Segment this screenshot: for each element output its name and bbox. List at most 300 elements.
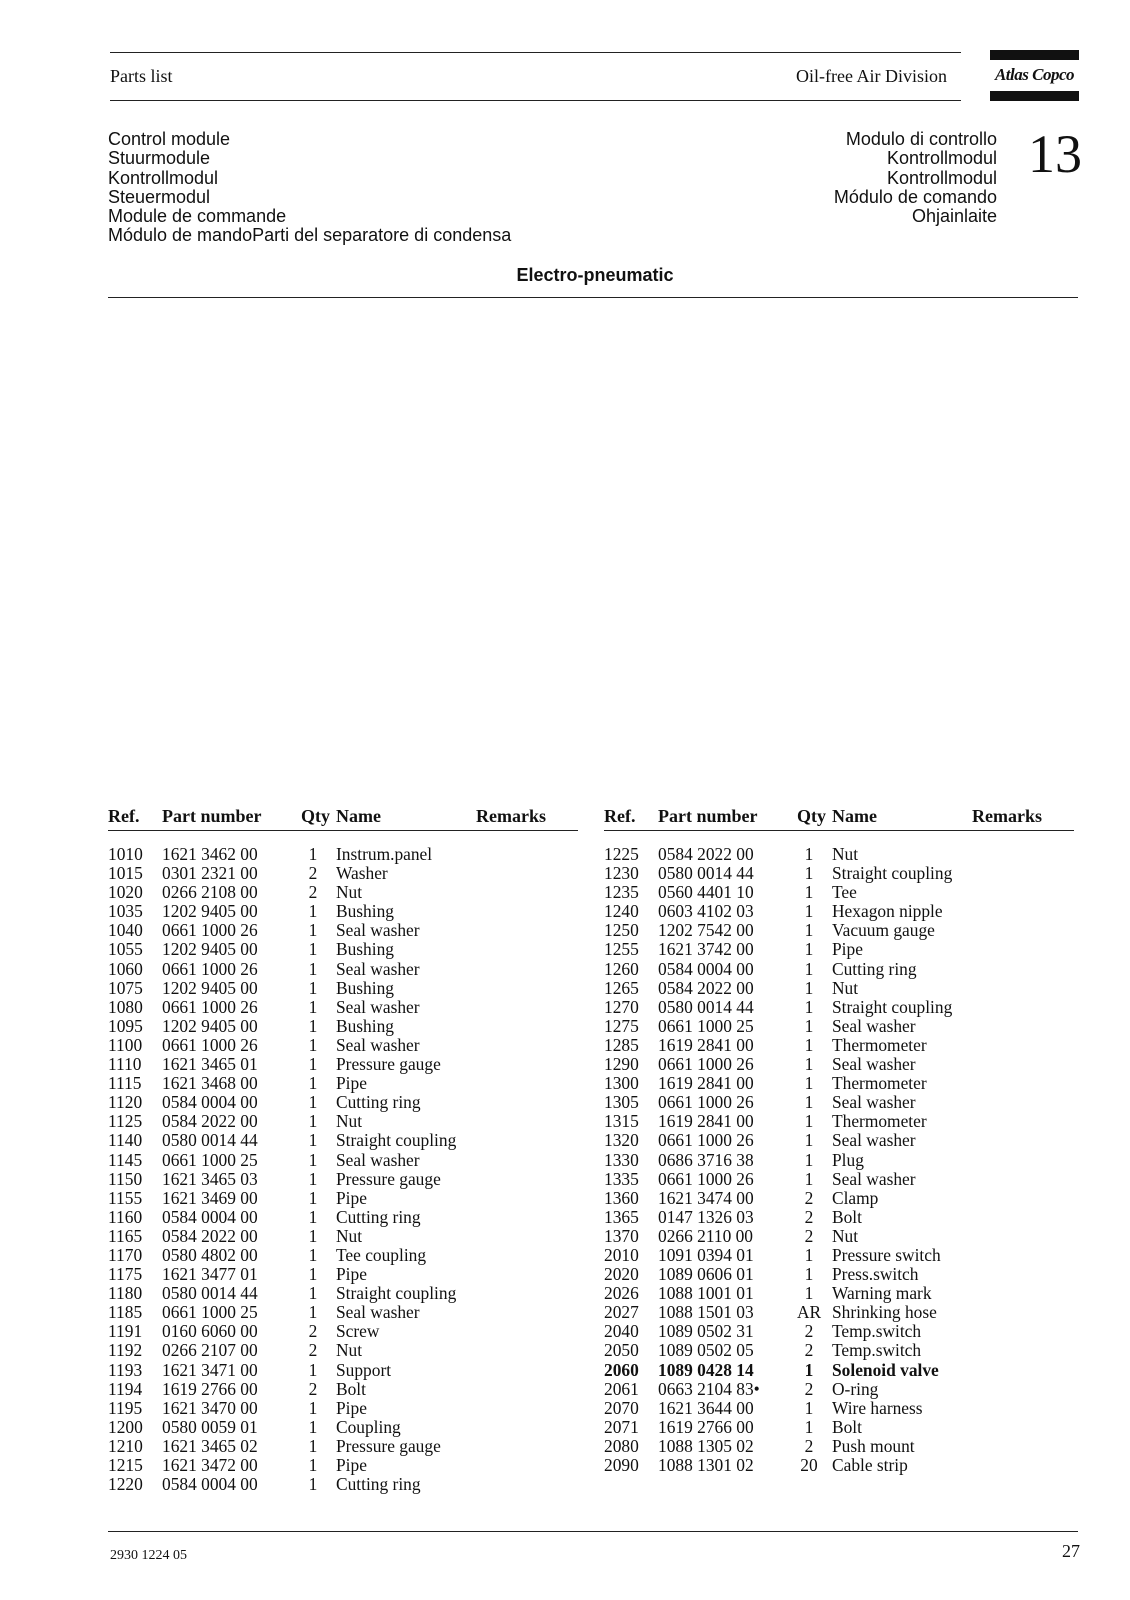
table-row <box>108 1131 578 1150</box>
part-number-cell: 0266 2107 00 <box>162 1340 258 1361</box>
table-row <box>108 1303 578 1322</box>
name-cell: Bushing <box>336 977 394 998</box>
table-row <box>604 1246 1074 1265</box>
qty-cell: 1 <box>308 1283 318 1304</box>
name-cell: Wire harness <box>832 1397 923 1418</box>
ref-cell: 1055 <box>108 939 143 960</box>
title-line: Modulo di controllo <box>845 129 997 149</box>
part-number-cell: 0584 0004 00 <box>162 1206 258 1227</box>
col-remarks-header: Remarks <box>476 806 546 826</box>
table-row <box>604 1093 1074 1112</box>
part-number-cell: 0661 1000 25 <box>658 1015 754 1036</box>
ref-cell: 2080 <box>604 1435 639 1456</box>
table-row <box>108 1380 578 1399</box>
ref-cell: 1300 <box>604 1073 639 1094</box>
qty-cell: 1 <box>804 1130 814 1151</box>
table-row <box>604 1036 1074 1055</box>
titles-left <box>108 130 511 246</box>
qty-cell: 1 <box>804 1073 814 1094</box>
qty-cell: 1 <box>308 1111 318 1132</box>
qty-cell: 20 <box>800 1455 818 1475</box>
part-number-cell: 1621 3469 00 <box>162 1187 258 1208</box>
qty-cell: 1 <box>804 1054 814 1075</box>
qty-cell: 1 <box>308 1034 318 1055</box>
table-header-rule <box>604 830 1074 831</box>
ref-cell: 1370 <box>604 1225 639 1246</box>
table-row <box>108 1246 578 1265</box>
name-cell: Shrinking hose <box>832 1302 937 1323</box>
qty-cell: 1 <box>308 939 318 960</box>
name-cell: Nut <box>336 882 363 903</box>
ref-cell: 1115 <box>108 1073 142 1094</box>
ref-cell: 2060 <box>604 1359 639 1380</box>
table-row <box>604 1303 1074 1322</box>
qty-cell: 1 <box>804 844 814 864</box>
part-number-cell: 0580 0014 44 <box>658 996 754 1017</box>
table-row <box>108 1475 578 1494</box>
name-cell: Bolt <box>832 1416 862 1437</box>
logo-bar-top <box>990 50 1079 60</box>
name-cell: Pipe <box>336 1455 367 1475</box>
document-number: 2930 1224 05 <box>110 1548 187 1563</box>
table-row <box>108 1361 578 1380</box>
ref-cell: 2040 <box>604 1321 639 1342</box>
col-part-number-header: Part number <box>658 806 758 826</box>
qty-cell: 1 <box>804 958 814 979</box>
table-row <box>108 1208 578 1227</box>
title-line: Kontrollmodul <box>886 148 997 169</box>
name-cell: Seal washer <box>832 1054 916 1075</box>
table-row <box>604 998 1074 1017</box>
ref-cell: 1180 <box>108 1283 143 1304</box>
qty-cell: 1 <box>804 1034 814 1055</box>
qty-cell: 2 <box>804 1340 814 1361</box>
qty-cell: 1 <box>308 1092 318 1113</box>
ref-cell: 1290 <box>604 1054 639 1075</box>
name-cell: Nut <box>832 1225 859 1246</box>
title-line: Steuermodul <box>108 186 211 207</box>
table-row <box>604 1322 1074 1341</box>
table-row <box>108 883 578 902</box>
name-cell: Straight coupling <box>336 1283 457 1304</box>
part-number-cell: 0584 0004 00 <box>658 958 754 979</box>
qty-cell: 1 <box>308 1359 318 1380</box>
table-row <box>108 1265 578 1284</box>
ref-cell: 1360 <box>604 1187 639 1208</box>
name-cell: O-ring <box>832 1378 879 1399</box>
ref-cell: 1215 <box>108 1455 143 1475</box>
part-number-cell: 1619 2766 00 <box>162 1378 258 1399</box>
ref-cell: 2010 <box>604 1244 639 1265</box>
name-cell: Thermometer <box>832 1073 927 1094</box>
name-cell: Temp.switch <box>832 1340 922 1361</box>
table-row <box>604 845 1074 864</box>
name-cell: Seal washer <box>832 1168 916 1189</box>
qty-cell: 2 <box>308 1321 318 1342</box>
table-row <box>108 864 578 883</box>
ref-cell: 1250 <box>604 920 639 941</box>
ref-cell: 1060 <box>108 958 143 979</box>
logo-bar-bottom <box>990 91 1079 101</box>
ref-cell: 1240 <box>604 901 639 922</box>
part-number-cell: 1088 1305 02 <box>658 1435 754 1456</box>
part-number-cell: 0560 4401 10 <box>658 882 754 903</box>
ref-cell: 2070 <box>604 1397 639 1418</box>
name-cell: Thermometer <box>832 1034 927 1055</box>
part-number-cell: 0661 1000 26 <box>162 996 258 1017</box>
ref-cell: 1193 <box>108 1359 143 1380</box>
table-row <box>604 1380 1074 1399</box>
name-cell: Tee coupling <box>336 1244 427 1265</box>
qty-cell: 1 <box>804 1092 814 1113</box>
ref-cell: 1185 <box>108 1302 143 1323</box>
table-row <box>108 1284 578 1303</box>
name-cell: Coupling <box>336 1416 401 1437</box>
table-row <box>108 1399 578 1418</box>
ref-cell: 1095 <box>108 1015 143 1036</box>
subtitle-rule <box>108 297 1078 298</box>
ref-cell: 2050 <box>604 1340 639 1361</box>
part-number-cell: 0147 1326 03 <box>658 1206 754 1227</box>
name-cell: Cutting ring <box>336 1206 421 1227</box>
qty-cell: 1 <box>804 1416 814 1437</box>
part-number-cell: 0580 0014 44 <box>658 863 754 884</box>
name-cell: Straight coupling <box>832 863 953 884</box>
name-cell: Hexagon nipple <box>832 901 943 922</box>
part-number-cell: 1089 0606 01 <box>658 1264 754 1285</box>
ref-cell: 1170 <box>108 1244 143 1265</box>
part-number-cell: 0580 0014 44 <box>162 1130 258 1151</box>
title-line: Control module <box>108 129 231 149</box>
part-number-cell: 0160 6060 00 <box>162 1321 258 1342</box>
table-row <box>108 1036 578 1055</box>
table-row <box>108 1055 578 1074</box>
ref-cell: 1015 <box>108 863 143 884</box>
table-row <box>604 1170 1074 1189</box>
ref-cell: 1040 <box>108 920 143 941</box>
qty-cell: 1 <box>804 920 814 941</box>
part-number-cell: 1089 0428 14 <box>658 1359 754 1380</box>
ref-cell: 1150 <box>108 1168 143 1189</box>
qty-cell: 1 <box>308 1302 318 1323</box>
table-row <box>108 902 578 921</box>
part-number-cell: 0584 0004 00 <box>162 1092 258 1113</box>
name-cell: Solenoid valve <box>832 1359 939 1380</box>
part-number-cell: 0584 0004 00 <box>162 1474 258 1495</box>
table-row <box>604 1456 1074 1475</box>
ref-cell: 1010 <box>108 844 143 864</box>
table-body <box>108 845 578 1494</box>
part-number-cell: 0661 1000 25 <box>162 1302 258 1323</box>
ref-cell: 2090 <box>604 1455 639 1475</box>
part-number-cell: 1202 9405 00 <box>162 901 258 922</box>
qty-cell: 1 <box>308 1435 318 1456</box>
ref-cell: 2026 <box>604 1283 639 1304</box>
ref-cell: 1270 <box>604 996 639 1017</box>
table-row <box>604 1418 1074 1437</box>
name-cell: Support <box>336 1359 392 1380</box>
title-line: Module de commande <box>108 206 287 227</box>
ref-cell: 1160 <box>108 1206 143 1227</box>
qty-cell: AR <box>797 1302 822 1323</box>
part-number-cell: 1091 0394 01 <box>658 1244 754 1265</box>
name-cell: Cable strip <box>832 1455 908 1475</box>
qty-cell: 1 <box>308 1187 318 1208</box>
qty-cell: 2 <box>804 1435 814 1456</box>
name-cell: Bushing <box>336 1015 394 1036</box>
name-cell: Pipe <box>336 1397 367 1418</box>
qty-cell: 1 <box>804 863 814 884</box>
part-number-cell: 0661 1000 26 <box>162 920 258 941</box>
ref-cell: 1080 <box>108 996 143 1017</box>
qty-cell: 1 <box>308 1397 318 1418</box>
ref-cell: 1365 <box>604 1206 639 1227</box>
part-number-cell: 1621 3644 00 <box>658 1397 754 1418</box>
ref-cell: 1165 <box>108 1225 143 1246</box>
qty-cell: 1 <box>308 1225 318 1246</box>
name-cell: Nut <box>336 1340 363 1361</box>
part-number-cell: 1202 9405 00 <box>162 939 258 960</box>
ref-cell: 2061 <box>604 1378 639 1399</box>
table-header <box>108 806 578 830</box>
col-qty-header: Qty <box>797 806 826 826</box>
title-line: Módulo de comando <box>833 186 997 207</box>
name-cell: Seal washer <box>832 1092 916 1113</box>
part-number-cell: 1619 2766 00 <box>658 1416 754 1437</box>
part-number-cell: 1619 2841 00 <box>658 1034 754 1055</box>
table-row <box>604 1055 1074 1074</box>
col-part-number-header: Part number <box>162 806 262 826</box>
ref-cell: 1320 <box>604 1130 639 1151</box>
logo-text: Atlas Copco <box>994 65 1075 84</box>
name-cell: Seal washer <box>336 1034 420 1055</box>
part-number-cell: 1621 3465 02 <box>162 1435 258 1456</box>
qty-cell: 1 <box>308 920 318 941</box>
part-number-cell: 0584 2022 00 <box>162 1111 258 1132</box>
titles-right <box>834 130 997 226</box>
qty-cell: 1 <box>804 1149 814 1170</box>
name-cell: Nut <box>832 977 859 998</box>
table-header-rule <box>108 830 578 831</box>
ref-cell: 1260 <box>604 958 639 979</box>
qty-cell: 1 <box>804 1111 814 1132</box>
header-left-text: Parts list <box>110 66 173 86</box>
part-number-cell: 0686 3716 38 <box>658 1149 754 1170</box>
table-body <box>604 845 1074 1475</box>
part-number-cell: 0603 4102 03 <box>658 901 754 922</box>
qty-cell: 2 <box>804 1225 814 1246</box>
part-number-cell: 0661 1000 26 <box>658 1168 754 1189</box>
table-row <box>604 1284 1074 1303</box>
table-row <box>604 1151 1074 1170</box>
name-cell: Nut <box>336 1111 363 1132</box>
qty-cell: 1 <box>308 1206 318 1227</box>
ref-cell: 1191 <box>108 1321 143 1342</box>
ref-cell: 1315 <box>604 1111 639 1132</box>
part-number-cell: 0266 2108 00 <box>162 882 258 903</box>
name-cell: Straight coupling <box>336 1130 457 1151</box>
parts-table-left <box>108 806 578 1494</box>
part-number-cell: 1202 7542 00 <box>658 920 754 941</box>
qty-cell: 1 <box>308 958 318 979</box>
table-row <box>604 960 1074 979</box>
ref-cell: 1265 <box>604 977 639 998</box>
ref-cell: 2020 <box>604 1264 639 1285</box>
qty-cell: 1 <box>804 939 814 960</box>
ref-cell: 2071 <box>604 1416 639 1437</box>
ref-cell: 1275 <box>604 1015 639 1036</box>
title-line: Stuurmodule <box>108 148 211 169</box>
name-cell: Pipe <box>336 1073 367 1094</box>
name-cell: Cutting ring <box>832 958 917 979</box>
part-number-cell: 1088 1301 02 <box>658 1455 754 1475</box>
name-cell: Seal washer <box>832 1015 916 1036</box>
footer-rule <box>108 1531 1078 1532</box>
part-number-cell: 1202 9405 00 <box>162 977 258 998</box>
name-cell: Pressure gauge <box>336 1168 441 1189</box>
part-number-cell: 1621 3471 00 <box>162 1359 258 1380</box>
name-cell: Seal washer <box>336 920 420 941</box>
qty-cell: 2 <box>804 1206 814 1227</box>
ref-cell: 1145 <box>108 1149 143 1170</box>
name-cell: Seal washer <box>336 1302 420 1323</box>
part-number-cell: 0584 2022 00 <box>162 1225 258 1246</box>
qty-cell: 1 <box>804 882 814 903</box>
part-number-cell: 0661 1000 26 <box>658 1054 754 1075</box>
header-right-text: Oil-free Air Division <box>796 66 947 86</box>
name-cell: Thermometer <box>832 1111 927 1132</box>
table-row <box>108 1170 578 1189</box>
part-number-cell: 0584 2022 00 <box>658 844 754 864</box>
col-ref-header: Ref. <box>108 806 140 826</box>
name-cell: Pressure gauge <box>336 1054 441 1075</box>
part-number-cell: 0661 1000 26 <box>162 958 258 979</box>
table-row <box>604 940 1074 959</box>
qty-cell: 1 <box>308 1130 318 1151</box>
part-number-cell: 1621 3465 01 <box>162 1054 258 1075</box>
table-row <box>108 1227 578 1246</box>
ref-cell: 1075 <box>108 977 143 998</box>
table-row <box>108 960 578 979</box>
part-number-cell: 0580 0059 01 <box>162 1416 258 1437</box>
qty-cell: 1 <box>804 1015 814 1036</box>
name-cell: Cutting ring <box>336 1092 421 1113</box>
table-row <box>108 1093 578 1112</box>
part-number-cell: 1621 3474 00 <box>658 1187 754 1208</box>
qty-cell: 1 <box>308 901 318 922</box>
name-cell: Tee <box>832 882 857 903</box>
table-row <box>108 921 578 940</box>
name-cell: Cutting ring <box>336 1474 421 1495</box>
qty-cell: 1 <box>804 901 814 922</box>
part-number-cell: 0661 1000 26 <box>658 1130 754 1151</box>
table-row <box>604 1017 1074 1036</box>
part-number-cell: 0663 2104 83• <box>658 1378 760 1399</box>
part-number-cell: 1621 3477 01 <box>162 1264 258 1285</box>
title-line: Kontrollmodul <box>886 167 997 188</box>
table-header <box>604 806 1074 830</box>
name-cell: Bushing <box>336 939 394 960</box>
ref-cell: 2027 <box>604 1302 639 1323</box>
qty-cell: 2 <box>308 1378 318 1399</box>
qty-cell: 2 <box>804 1187 814 1208</box>
part-number-cell: 0584 2022 00 <box>658 977 754 998</box>
ref-cell: 1125 <box>108 1111 143 1132</box>
name-cell: Instrum.panel <box>336 844 433 864</box>
table-row <box>604 979 1074 998</box>
part-number-cell: 1621 3470 00 <box>162 1397 258 1418</box>
name-cell: Pipe <box>336 1187 367 1208</box>
table-row <box>108 1151 578 1170</box>
table-row <box>604 921 1074 940</box>
qty-cell: 1 <box>308 977 318 998</box>
table-row <box>108 998 578 1017</box>
name-cell: Push mount <box>832 1435 915 1456</box>
ref-cell: 1155 <box>108 1187 143 1208</box>
name-cell: Pipe <box>336 1264 367 1285</box>
ref-cell: 1195 <box>108 1397 143 1418</box>
qty-cell: 1 <box>308 1149 318 1170</box>
table-row <box>604 1208 1074 1227</box>
atlas-copco-logo <box>990 50 1079 101</box>
ref-cell: 1210 <box>108 1435 143 1456</box>
qty-cell: 1 <box>308 1264 318 1285</box>
table-row <box>604 1112 1074 1131</box>
qty-cell: 1 <box>804 1283 814 1304</box>
name-cell: Pipe <box>832 939 863 960</box>
part-number-cell: 0301 2321 00 <box>162 863 258 884</box>
title-line: Kontrollmodul <box>108 167 219 188</box>
name-cell: Press.switch <box>832 1264 919 1285</box>
table-row <box>108 1322 578 1341</box>
ref-cell: 1020 <box>108 882 143 903</box>
name-cell: Screw <box>336 1321 380 1342</box>
part-number-cell: 0661 1000 25 <box>162 1149 258 1170</box>
part-number-cell: 0580 0014 44 <box>162 1283 258 1304</box>
ref-cell: 1230 <box>604 863 639 884</box>
col-name-header: Name <box>336 806 381 826</box>
name-cell: Seal washer <box>336 958 420 979</box>
name-cell: Straight coupling <box>832 996 953 1017</box>
ref-cell: 1335 <box>604 1168 639 1189</box>
table-row <box>108 1456 578 1475</box>
table-row <box>604 1399 1074 1418</box>
ref-cell: 1220 <box>108 1474 143 1495</box>
name-cell: Nut <box>336 1225 363 1246</box>
table-row <box>604 902 1074 921</box>
part-number-cell: 1089 0502 31 <box>658 1321 754 1342</box>
col-name-header: Name <box>832 806 877 826</box>
name-cell: Bolt <box>336 1378 366 1399</box>
qty-cell: 1 <box>804 977 814 998</box>
name-cell: Vacuum gauge <box>832 920 935 941</box>
ref-cell: 1235 <box>604 882 639 903</box>
part-number-cell: 0266 2110 00 <box>658 1225 754 1246</box>
col-ref-header: Ref. <box>604 806 636 826</box>
title-line: Ohjainlaite <box>911 206 997 227</box>
title-line: Módulo de mandoParti del separatore di condensa <box>108 225 512 246</box>
table-row <box>108 1112 578 1131</box>
name-cell: Pressure gauge <box>336 1435 441 1456</box>
qty-cell: 1 <box>308 844 318 864</box>
table-row <box>604 1361 1074 1380</box>
table-row <box>108 940 578 959</box>
ref-cell: 1285 <box>604 1034 639 1055</box>
table-row <box>604 883 1074 902</box>
header-top-rule <box>110 52 961 53</box>
qty-cell: 2 <box>308 1340 318 1361</box>
ref-cell: 1194 <box>108 1378 143 1399</box>
